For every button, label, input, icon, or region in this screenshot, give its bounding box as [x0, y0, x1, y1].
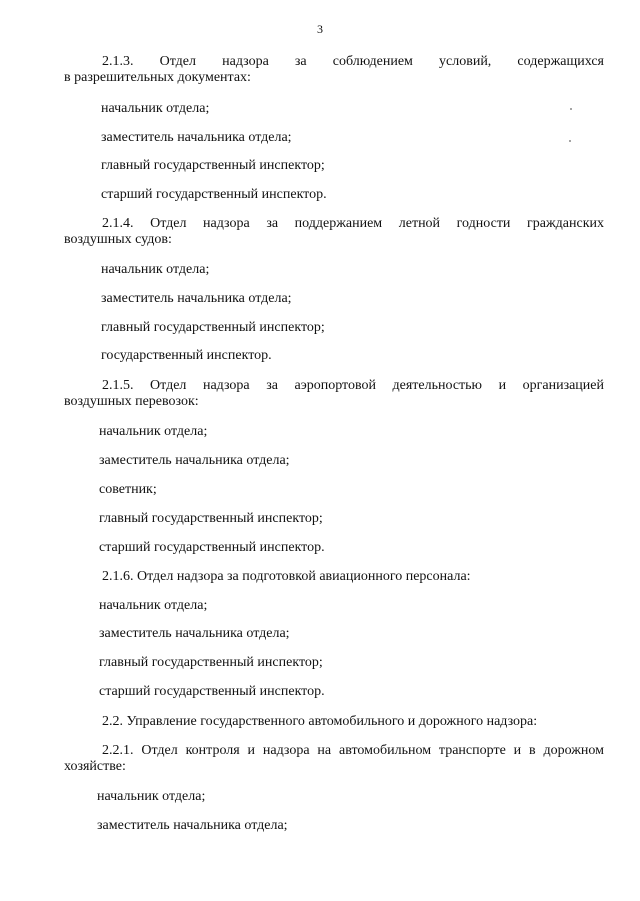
list-item: заместитель начальника отдела;: [101, 291, 292, 306]
list-item: начальник отдела;: [101, 101, 210, 116]
section-heading-2-2: [64, 714, 604, 730]
section-heading-line: воздушных судов:: [64, 232, 172, 247]
section-heading-line: 2.2.1. Отдел контроля и надзора на автомобильном транспорте и в дорожном: [102, 743, 604, 758]
section-heading-line: 2.1.5. Отдел надзора за аэропортовой деятельностью и организацией: [102, 378, 604, 393]
list-item: начальник отдела;: [99, 424, 208, 439]
list-item: заместитель начальника отдела;: [101, 130, 292, 145]
section-heading-line: хозяйстве:: [64, 759, 126, 774]
section-heading-2-1-6: [64, 569, 604, 585]
list-item: начальник отдела;: [97, 789, 206, 804]
list-item: начальник отдела;: [99, 598, 208, 613]
list-item: старший государственный инспектор.: [99, 684, 325, 699]
section-heading-line: 2.2. Управление государственного автомобильного и дорожного надзора:: [102, 714, 538, 729]
section-heading-2-1-5: [64, 378, 604, 410]
section-heading-line: воздушных перевозок:: [64, 394, 199, 409]
list-item: заместитель начальника отдела;: [97, 818, 288, 833]
page-number: 3: [317, 22, 323, 36]
list-item: государственный инспектор.: [101, 348, 272, 363]
list-item: заместитель начальника отдела;: [99, 453, 290, 468]
list-item: заместитель начальника отдела;: [99, 626, 290, 641]
list-item: советник;: [99, 482, 157, 497]
section-heading-2-2-1: [64, 743, 604, 775]
list-item: старший государственный инспектор.: [101, 187, 327, 202]
list-item: главный государственный инспектор;: [99, 655, 323, 670]
section-heading-2-1-3: [64, 54, 604, 86]
list-item: главный государственный инспектор;: [99, 511, 323, 526]
section-heading-line: 2.1.3. Отдел надзора за соблюдением условий, содержащихся: [102, 54, 604, 69]
scan-speck: [570, 108, 572, 110]
list-item: главный государственный инспектор;: [101, 158, 325, 173]
section-heading-line: 2.1.6. Отдел надзора за подготовкой авиационного персонала:: [102, 569, 471, 584]
section-heading-2-1-4: [64, 216, 604, 248]
list-item: старший государственный инспектор.: [99, 540, 325, 555]
section-heading-line: в разрешительных документах:: [64, 70, 251, 85]
section-heading-line: 2.1.4. Отдел надзора за поддержанием летной годности гражданских: [102, 216, 604, 231]
list-item: главный государственный инспектор;: [101, 320, 325, 335]
list-item: начальник отдела;: [101, 262, 210, 277]
scan-speck: [569, 140, 571, 142]
